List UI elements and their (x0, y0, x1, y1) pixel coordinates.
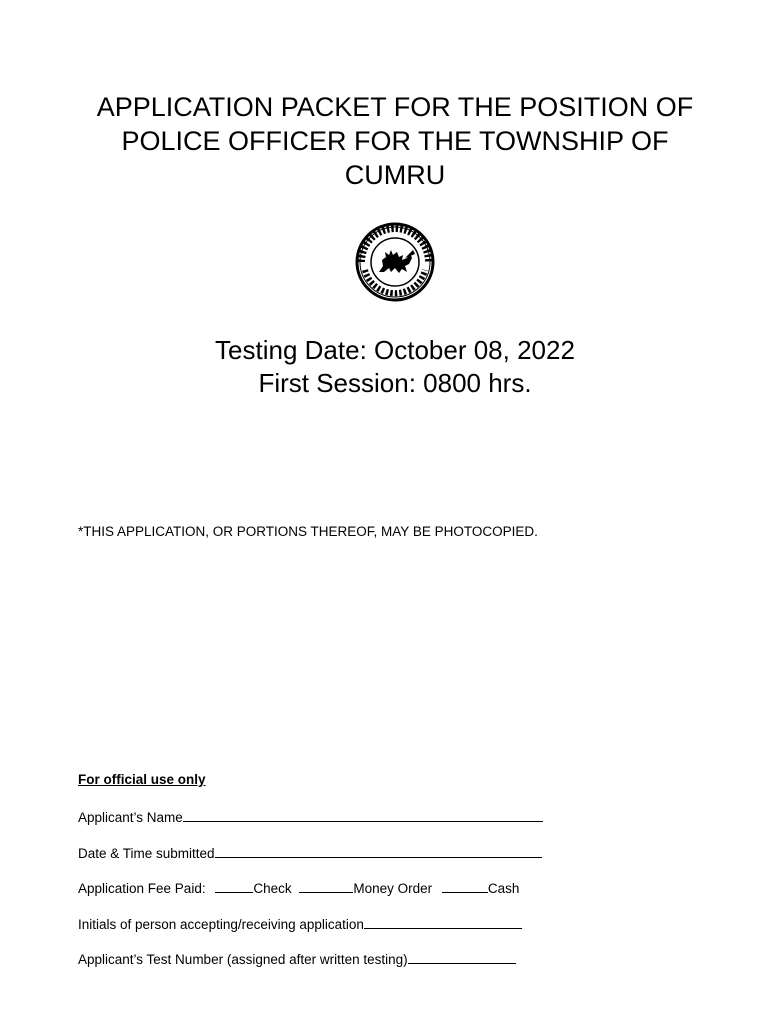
fee-money-order-blank[interactable] (299, 879, 353, 893)
document-title (60, 90, 730, 192)
test-number-label: Applicant’s Test Number (assigned after written testing) (78, 952, 408, 967)
fee-check-blank[interactable] (215, 879, 253, 893)
fee-cash-blank[interactable] (442, 879, 488, 893)
first-session: First Session: 0800 hrs. (258, 368, 532, 398)
applicant-name-label: Applicant’s Name (78, 810, 183, 825)
photocopy-note: *THIS APPLICATION, OR PORTIONS THEREOF, MAY BE PHOTOCOPIED. (78, 524, 538, 539)
fee-cash-label: Cash (487, 881, 520, 896)
fee-check-label: Check (253, 881, 292, 896)
title-line-3: CUMRU (344, 160, 446, 190)
date-time-label: Date & Time submitted (78, 845, 215, 861)
title-line-2: POLICE OFFICER FOR THE TOWNSHIP OF (121, 126, 669, 156)
test-number-row (78, 950, 718, 966)
testing-date: Testing Date: October 08, 2022 (215, 335, 575, 365)
initials-blank[interactable] (364, 915, 522, 929)
initials-row (78, 915, 718, 931)
title-line-1: APPLICATION PACKET FOR THE POSITION OF (96, 92, 694, 122)
applicant-name-row (78, 808, 718, 824)
date-time-row (78, 844, 718, 860)
initials-label: Initials of person accepting/receiving application (78, 916, 364, 932)
township-seal-dragon-icon (355, 222, 435, 302)
fee-label: Application Fee Paid: (78, 881, 206, 896)
applicant-name-blank[interactable] (183, 808, 543, 822)
fee-money-order-label: Money Order (353, 881, 433, 896)
official-use-section (78, 772, 718, 986)
fee-row (78, 879, 718, 895)
testing-info (60, 334, 730, 400)
test-number-blank[interactable] (408, 950, 516, 964)
date-time-blank[interactable] (215, 844, 542, 858)
official-use-heading: For official use only (78, 772, 206, 787)
